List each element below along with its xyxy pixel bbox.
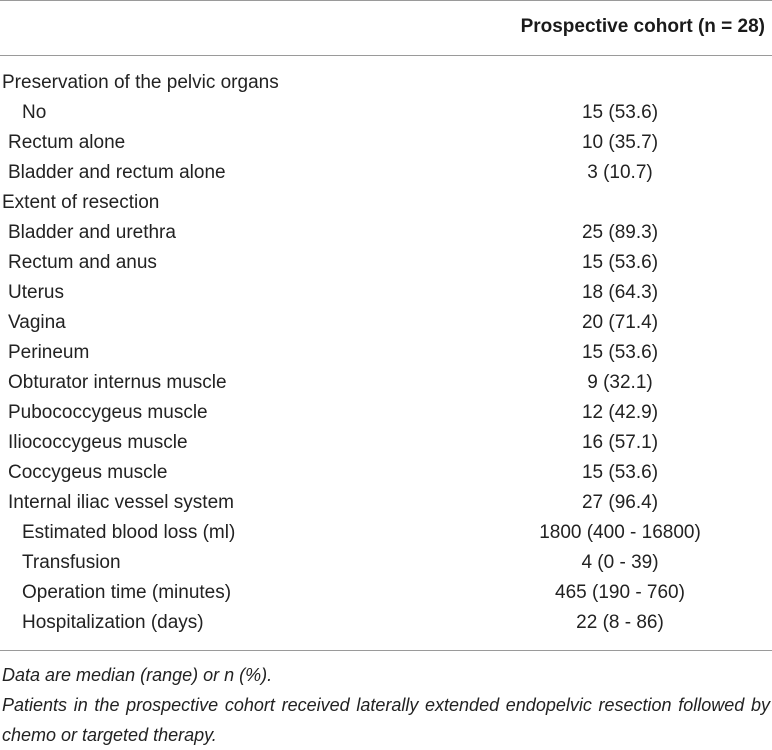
row-value: 20 (71.4) xyxy=(581,312,659,333)
table-row xyxy=(0,518,772,548)
table-row xyxy=(0,98,772,128)
row-label: Obturator internus muscle xyxy=(8,372,227,393)
row-value: 16 (57.1) xyxy=(581,432,659,453)
table-row xyxy=(0,188,772,218)
row-value: 9 (32.1) xyxy=(587,372,653,393)
row-label: Operation time (minutes) xyxy=(22,582,232,603)
table-top-rule xyxy=(0,0,772,1)
row-label: Hospitalization (days) xyxy=(22,612,204,633)
row-label: Rectum and anus xyxy=(8,252,157,273)
row-label: Bladder and urethra xyxy=(8,222,176,243)
footnote-2: Patients in the prospective cohort received laterally extended endopelvic resection followed by chemo or targeted therapy. xyxy=(2,695,770,745)
row-label: Vagina xyxy=(8,312,66,333)
row-value: 10 (35.7) xyxy=(581,132,659,153)
row-value: 3 (10.7) xyxy=(587,162,653,183)
table-footnotes xyxy=(2,660,770,750)
row-label: Extent of resection xyxy=(2,192,160,213)
table-row xyxy=(0,548,772,578)
row-label: Uterus xyxy=(8,282,64,303)
table-row xyxy=(0,128,772,158)
table-row xyxy=(0,608,772,638)
row-value: 15 (53.6) xyxy=(581,342,659,363)
row-value: 1800 (400 - 16800) xyxy=(539,522,701,543)
table-row xyxy=(0,578,772,608)
row-value: 4 (0 - 39) xyxy=(581,552,659,573)
row-label: Iliococcygeus muscle xyxy=(8,432,188,453)
table-row xyxy=(0,338,772,368)
row-value: 465 (190 - 760) xyxy=(555,582,685,603)
row-label: Preservation of the pelvic organs xyxy=(2,72,279,93)
row-value: 22 (8 - 86) xyxy=(576,612,664,633)
column-header: Prospective cohort (n = 28) xyxy=(520,16,765,37)
table-row xyxy=(0,458,772,488)
table-row xyxy=(0,248,772,278)
row-value: 27 (96.4) xyxy=(581,492,659,513)
table-row xyxy=(0,218,772,248)
footnote-1: Data are median (range) or n (%). xyxy=(2,665,273,685)
row-value: 15 (53.6) xyxy=(581,462,659,483)
row-label: Estimated blood loss (ml) xyxy=(22,522,236,543)
table-row xyxy=(0,398,772,428)
table-row xyxy=(0,368,772,398)
row-value: 25 (89.3) xyxy=(581,222,659,243)
row-label: Perineum xyxy=(8,342,90,363)
row-value: 12 (42.9) xyxy=(581,402,659,423)
table-row xyxy=(0,488,772,518)
row-label: Bladder and rectum alone xyxy=(8,162,226,183)
row-value: 15 (53.6) xyxy=(581,252,659,273)
row-label: No xyxy=(22,102,47,123)
table-row xyxy=(0,428,772,458)
row-label: Transfusion xyxy=(22,552,121,573)
row-label: Internal iliac vessel system xyxy=(8,492,234,513)
header-rule xyxy=(0,55,772,56)
row-label: Rectum alone xyxy=(8,132,126,153)
table-body xyxy=(0,68,772,638)
row-value: 18 (64.3) xyxy=(581,282,659,303)
table-bottom-rule xyxy=(0,650,772,651)
row-value: 15 (53.6) xyxy=(581,102,659,123)
row-label: Coccygeus muscle xyxy=(8,462,168,483)
row-label: Pubococcygeus muscle xyxy=(8,402,208,423)
table-row xyxy=(0,158,772,188)
table-row xyxy=(0,68,772,98)
table-row xyxy=(0,308,772,338)
table-row xyxy=(0,278,772,308)
